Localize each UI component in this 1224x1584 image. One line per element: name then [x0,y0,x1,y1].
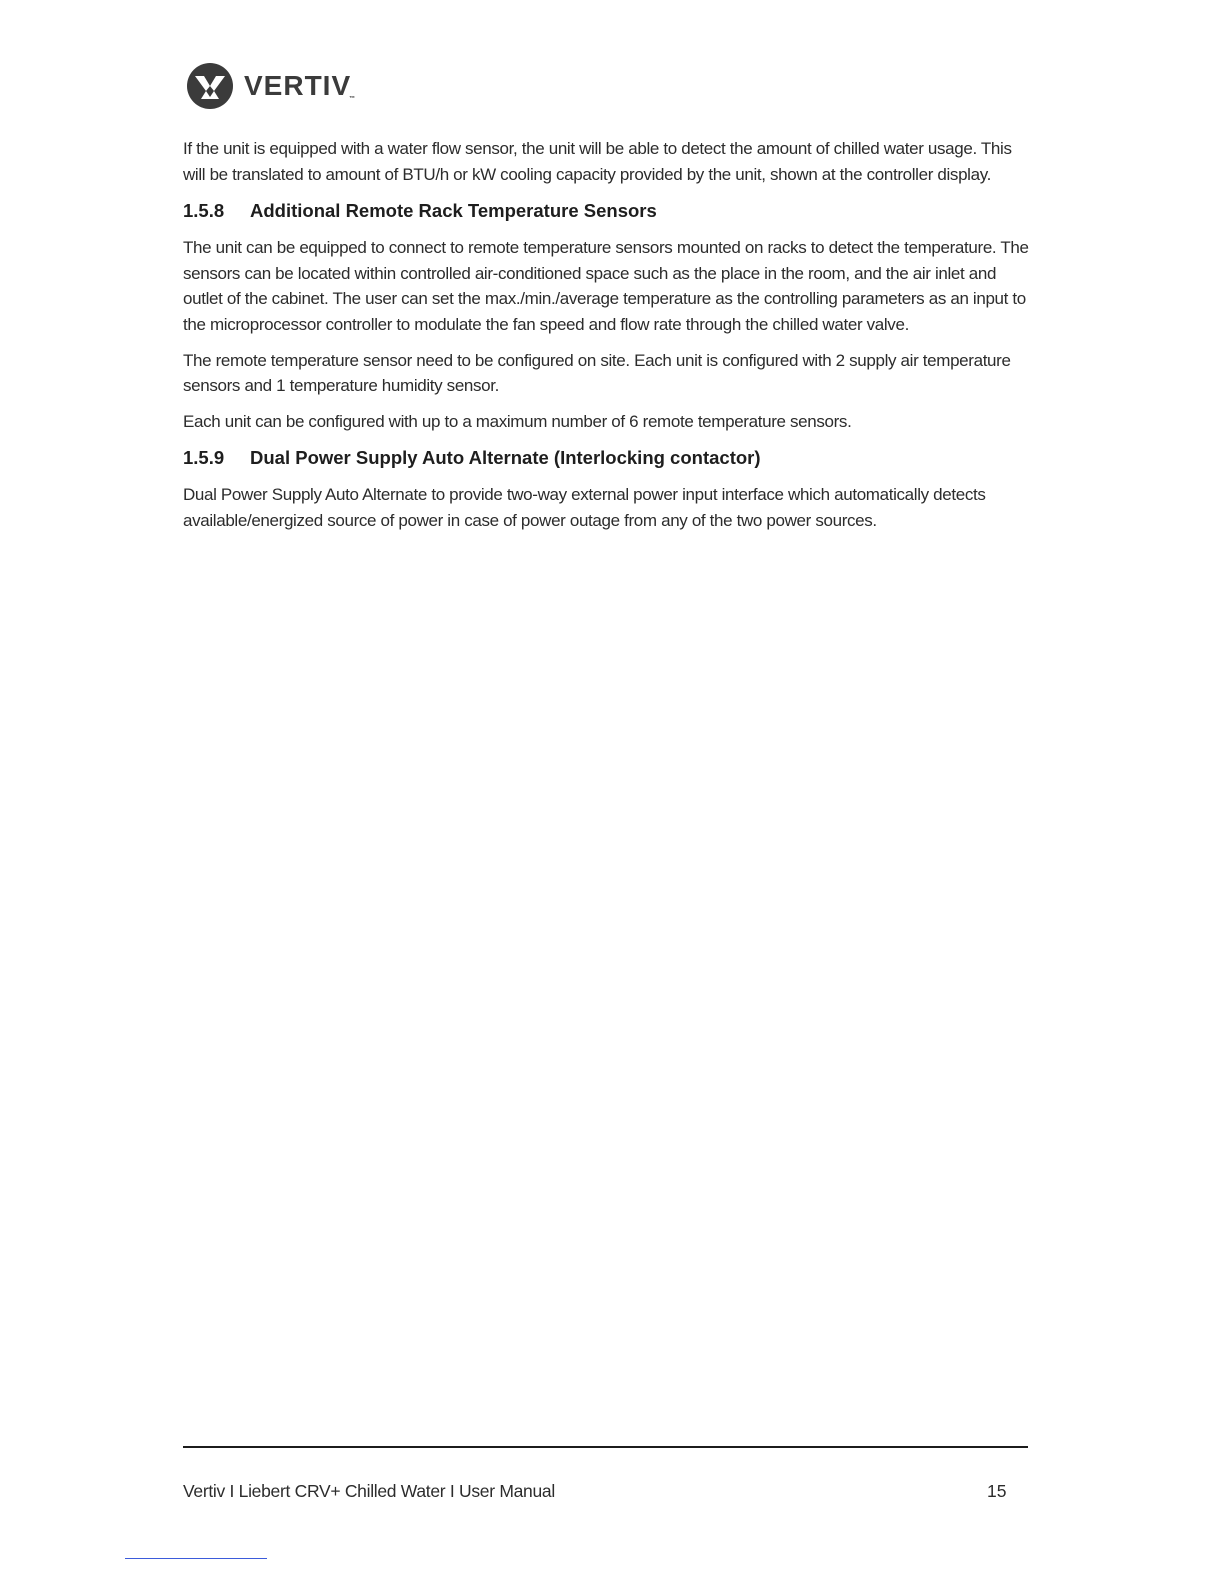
link-underline[interactable] [125,1558,267,1559]
vertiv-logo [186,62,356,110]
section-number: 1.5.9 [183,447,225,469]
intro-paragraph: If the unit is equipped with a water flow sensor, the unit will be able to detect the amount of chilled water usage. This will be translated to amount of BTU/h or kW cooling capacity provided by the unit, shown at the controller display. [183,139,1012,184]
paragraph: The remote temperature sensor need to be configured on site. Each unit is configured with 2 supply air temperature sensors and 1 temperature humidity sensor. [183,350,1011,396]
section-title: Additional Remote Rack Temperature Sensors [250,200,657,222]
section-number: 1.5.8 [183,200,225,222]
paragraph: Dual Power Supply Auto Alternate to provide two-way external power input interface which automatically detects available/energized source of power in case of power outage from any of the two power sources. [183,485,986,530]
vertiv-v-mark-icon [186,62,234,110]
section-heading-1-5-9 [183,444,1031,472]
section-heading-1-5-8 [183,197,1031,225]
footer-divider [183,1446,1028,1448]
section-title: Dual Power Supply Auto Alternate (Interlocking contactor) [250,447,761,469]
footer-title: Vertiv I Liebert CRV+ Chilled Water I User Manual [183,1481,555,1501]
paragraph: Each unit can be configured with up to a maximum number of 6 remote temperature sensors. [183,411,852,431]
logo-wordmark: VERTIV™ [244,70,357,102]
paragraph: The unit can be equipped to connect to remote temperature sensors mounted on racks to detect the temperature. The sensors can be located within controlled air-conditioned space such as the place in the room, and the air inlet and outlet of the cabinet. The user can set the max./min./average temperature as the controlling parameters as an input to the microprocessor controller to modulate the fan speed and flow rate through the chilled water valve. [183,238,1029,334]
page-number: 15 [987,1481,1007,1501]
page-content [183,136,1031,544]
